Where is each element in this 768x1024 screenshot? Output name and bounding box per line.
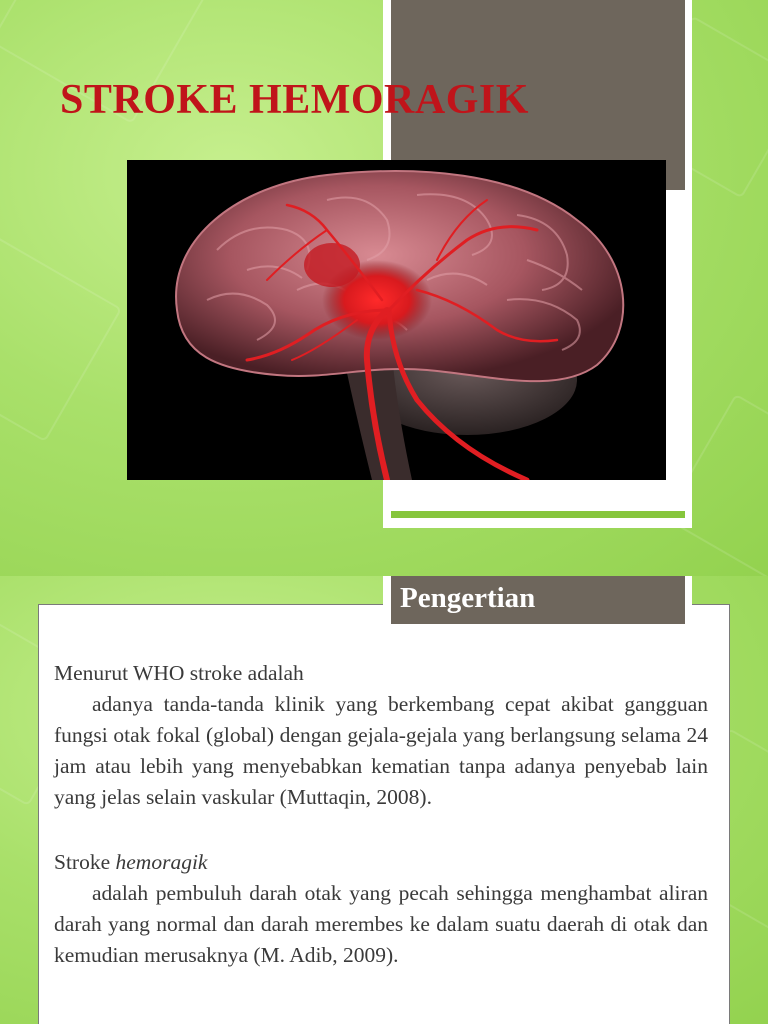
paragraph-lead	[54, 847, 708, 878]
lead-plain: Stroke	[54, 850, 116, 874]
paragraph-gap	[54, 813, 708, 847]
definition-text	[54, 658, 708, 971]
paragraph-body: adalah pembuluh darah otak yang pecah sehingga menghambat aliran darah yang normal dan darah merembes ke dalam suatu daerah di otak dan kemudian merusaknya (M. Adib, 2009).	[54, 881, 708, 967]
paragraph-lead: Menurut WHO stroke adalah	[54, 661, 304, 685]
accent-bar	[391, 511, 685, 518]
slide-definition	[0, 576, 768, 1024]
brain-illustration	[127, 160, 666, 480]
hemorrhage-clot	[304, 243, 360, 287]
brain-image	[127, 160, 666, 480]
background-hexagon	[0, 232, 122, 442]
section-heading: Pengertian	[400, 582, 536, 614]
paragraph-body: adanya tanda-tanda klinik yang berkembang cepat akibat gangguan fungsi otak fokal (global) dengan gejala-gejala yang berlangsung selama 24 jam atau lebih yang menyebabkan kematian tanpa adanya penyebab lain yang jelas selain vaskular (Muttaqin, 2008).	[54, 692, 708, 809]
lead-italic: hemoragik	[115, 850, 208, 874]
slide-title-text: STROKE HEMORAGIK	[60, 77, 529, 123]
